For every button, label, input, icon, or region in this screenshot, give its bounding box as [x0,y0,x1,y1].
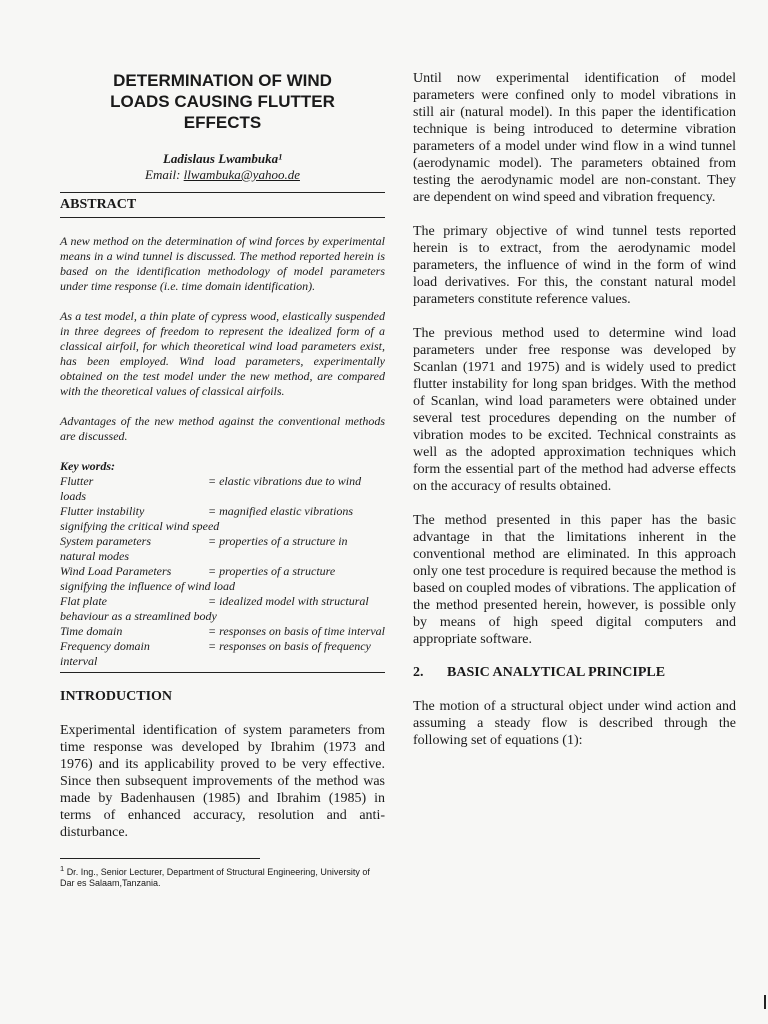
page-edge-mark [764,995,766,1009]
footnote-rule [60,858,260,859]
section-2-heading [413,665,736,681]
abstract-paragraph-2: As a test model, a thin plate of cypress wood, elastically suspended in three degrees of freedom to represent the idealized form of a classical airfoil, for which theoretical wind load parameters exist, has been employed. Wind load parameters, experimentally obtained on the test model under the new method, are compared with the theoretical values of classical airfoils. [60,309,385,398]
footnote-mark: 1 [60,864,65,873]
abstract-paragraph-3: Advantages of the new method against the conventional methods are discussed. [60,414,385,443]
keyword-item [60,534,385,564]
footnote-text: Dr. Ing., Senior Lecturer, Department of Structural Engineering, University of Dar es Salaam,Tanzania. [60,867,370,888]
right-column [413,70,736,749]
keyword-def: = magnified elastic vibrations signifying the critical wind speed [60,504,354,533]
keywords-bottom-rule [60,672,385,673]
section-2-title: BASIC ANALYTICAL PRINCIPLE [447,665,666,680]
abstract-bottom-rule [60,217,385,218]
author-email-line [60,167,385,183]
section-2-paragraph: The motion of a structural object under wind action and assuming a steady flow is described through the following set of equations (1): [413,699,736,748]
keyword-item [60,594,385,624]
abstract-top-rule [60,192,385,193]
keyword-def: = elastic vibrations due to wind loads [60,474,362,503]
keyword-def: = idealized model with structural behaviour as a streamlined body [60,594,369,623]
keywords-list [60,474,385,669]
body-paragraph-3: The previous method used to determine wind load parameters under free response was developed by Scanlan (1971 and 1975) and is widely used to predict flutter instability for long span bridges. With the method of Scanlan, wind load parameters were obtained under several test procedures depending on the number of vibration modes to be excited. Technical constraints as well as the adopted approximation techniques which form the essential part of the method had adverse effects on the accuracy of results obtained. [413,326,736,494]
abstract-heading: ABSTRACT [60,197,137,212]
keyword-item [60,474,385,504]
keyword-item [60,624,385,639]
section-2-number: 2. [413,665,424,680]
title-line-3: EFFECTS [183,113,262,132]
introduction-heading: INTRODUCTION [60,689,173,704]
keyword-term: Flutter [60,474,94,488]
keywords-heading: Key words: [60,459,115,473]
keyword-def: = responses on basis of time interval [208,624,385,638]
keyword-term: Frequency domain [60,639,150,653]
title-line-1: DETERMINATION OF WIND [113,71,332,90]
email-link[interactable]: llwambuka@yahoo.de [183,167,300,182]
keyword-term: Flat plate [60,594,107,608]
footnote [60,863,385,889]
keyword-def: = responses on basis of frequency interval [60,639,371,668]
abstract-paragraph-1: A new method on the determination of wind forces by experimental means in a wind tunnel is discussed. The method reported herein is based on the identification methodology of model parameters under time response (i.e. time domain identification). [60,234,385,293]
keyword-term: Time domain [60,624,123,638]
body-paragraph-1: Until now experimental identification of model parameters were confined only to model vibrations in still air (natural model). In this paper the identification technique is being introduced to determine vibration parameters of a model under wind flow in a wind tunnel (aerodynamic model). The parameters obtained from testing the aerodynamic model are non-constant. They are dependent on wind speed and vibration frequency. [413,71,736,205]
introduction-paragraph: Experimental identification of system parameters from time response was developed by Ibrahim (1973 and 1976) and its applicability proved to be very effective. Since then subsequent improvements of the method was made by Badenhausen (1985) and Ibrahim (1985) in terms of enhanced accuracy, resolution and anti-disturbance. [60,723,385,840]
author-name: Ladislaus Lwambuka¹ [162,151,283,166]
keyword-term: Flutter instability [60,504,145,518]
body-paragraph-4: The method presented in this paper has the basic advantage in that the limitations inherent in the conventional method are eliminated. In this approach only one test procedure is required because the method is based on coupled modes of vibrations. The application of the method presented herein, however, is possible only by means of high speed digital computers and appropriate software. [413,513,736,647]
keyword-term: System parameters [60,534,151,548]
email-label: Email: [145,167,184,182]
title-line-2: LOADS CAUSING FLUTTER [110,92,335,111]
keyword-def: = properties of a structure in natural modes [60,534,348,563]
body-paragraph-2: The primary objective of wind tunnel tests reported herein is to extract, from the aerodynamic model parameters, the influence of wind in the form of wind load derivatives. For this, the constant natural model parameters constitute reference values. [413,224,736,307]
keyword-item [60,564,385,594]
keyword-def: = properties of a structure signifying the influence of wind load [60,564,336,593]
keyword-item [60,639,385,669]
publisher-watermark [0,597,1,1010]
left-column [60,70,385,889]
keyword-term: Wind Load Parameters [60,564,172,578]
paper-title [60,70,385,133]
keyword-item [60,504,385,534]
